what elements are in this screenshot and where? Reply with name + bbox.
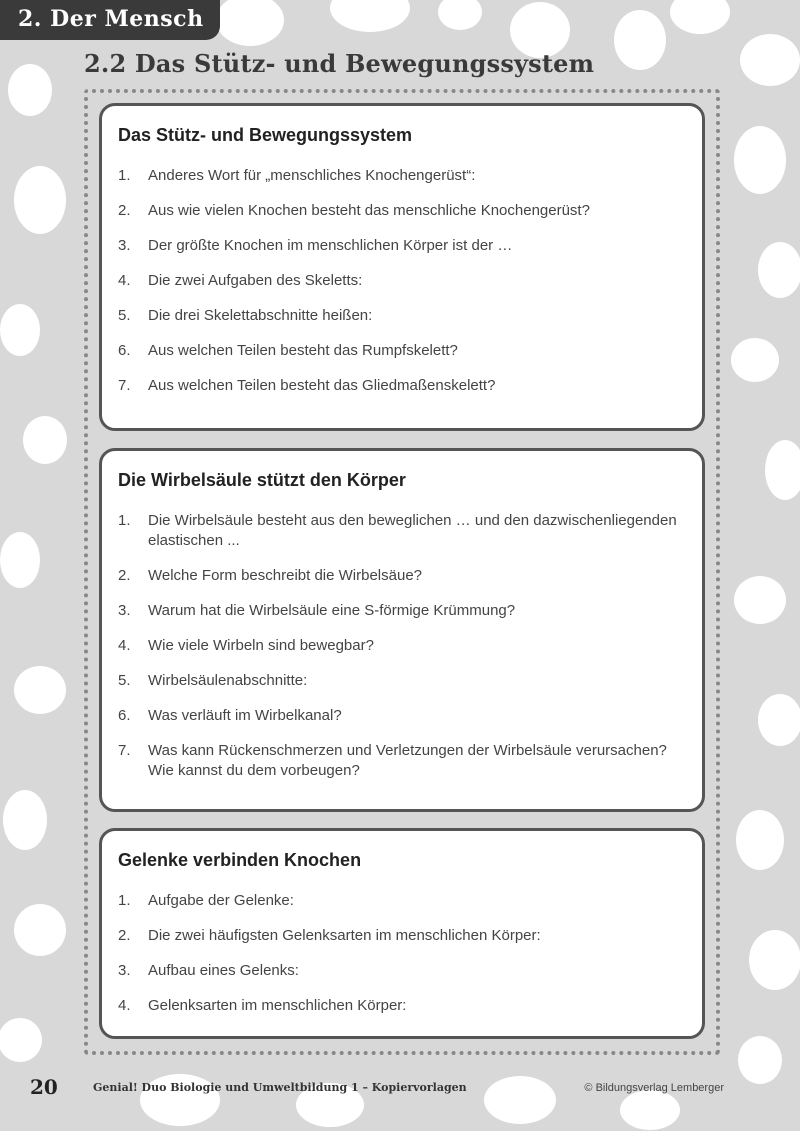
question-list: [118, 166, 692, 396]
item-text: Aus wie vielen Knochen besteht das menschliche Knochengerüst?: [148, 202, 590, 219]
item-number: 6.: [118, 342, 131, 359]
list-item: [118, 306, 692, 326]
card-wirbelsaeule: [99, 448, 705, 812]
series-title: Genial! Duo Biologie und Umweltbildung 1 – Kopiervorlagen: [93, 1081, 467, 1094]
item-number: 2.: [118, 202, 131, 219]
list-item: [118, 236, 692, 256]
question-list: [118, 511, 692, 781]
item-number: 3.: [118, 602, 131, 619]
question-list: [118, 891, 692, 1016]
section-title: 2.2 Das Stütz- und Bewegungssystem: [84, 49, 595, 78]
item-text: Welche Form beschreibt die Wirbelsäue?: [148, 567, 423, 584]
item-number: 4.: [118, 637, 131, 654]
page-number: 20: [30, 1075, 58, 1099]
item-text: Aus welchen Teilen besteht das Gliedmaßenskelett?: [148, 377, 496, 394]
list-item: [118, 636, 692, 656]
chapter-label: 2. Der Mensch: [18, 6, 204, 32]
chapter-tab: [0, 0, 220, 40]
item-number: 5.: [118, 307, 131, 324]
item-text: Anderes Wort für „menschliches Knochengerüst“:: [148, 167, 476, 184]
item-number: 4.: [118, 997, 131, 1014]
item-number: 5.: [118, 672, 131, 689]
item-text: Aus welchen Teilen besteht das Rumpfskelett?: [148, 342, 458, 359]
card-stuetz-bewegungssystem: [99, 103, 705, 431]
list-item: [118, 166, 692, 186]
list-item: [118, 376, 692, 396]
item-number: 7.: [118, 742, 131, 759]
publisher-credit: © Bildungsverlag Lemberger: [584, 1082, 724, 1094]
item-text: Was kann Rückenschmerzen und Verletzungen der Wirbelsäule verursachen? Wie kannst du dem vorbeugen?: [148, 742, 667, 779]
list-item: [118, 201, 692, 221]
card-title: Das Stütz- und Bewegungssystem: [118, 125, 413, 145]
list-item: [118, 926, 692, 946]
list-item: [118, 996, 692, 1016]
item-text: Die zwei Aufgaben des Skeletts:: [148, 272, 363, 289]
list-item: [118, 511, 692, 551]
item-number: 2.: [118, 567, 131, 584]
item-text: Was verläuft im Wirbelkanal?: [148, 707, 342, 724]
item-text: Warum hat die Wirbelsäule eine S-förmige Krümmung?: [148, 602, 516, 619]
item-text: Die zwei häufigsten Gelenksarten im menschlichen Körper:: [148, 927, 541, 944]
list-item: [118, 891, 692, 911]
list-item: [118, 271, 692, 291]
item-number: 3.: [118, 237, 131, 254]
list-item: [118, 601, 692, 621]
card-gelenke: [99, 828, 705, 1039]
item-number: 1.: [118, 892, 131, 909]
item-text: Wie viele Wirbeln sind bewegbar?: [148, 637, 374, 654]
item-text: Gelenksarten im menschlichen Körper:: [148, 997, 407, 1014]
list-item: [118, 961, 692, 981]
item-text: Die drei Skelettabschnitte heißen:: [148, 307, 373, 324]
list-item: [118, 566, 692, 586]
item-number: 2.: [118, 927, 131, 944]
item-text: Aufgabe der Gelenke:: [148, 892, 294, 909]
item-text: Der größte Knochen im menschlichen Körper ist der …: [148, 237, 513, 254]
list-item: [118, 741, 692, 781]
item-number: 1.: [118, 167, 131, 184]
item-number: 4.: [118, 272, 131, 289]
card-title: Gelenke verbinden Knochen: [118, 850, 362, 870]
item-text: Die Wirbelsäule besteht aus den beweglichen … und den dazwischenliegenden elastischen ...: [148, 512, 677, 549]
list-item: [118, 341, 692, 361]
item-text: Aufbau eines Gelenks:: [148, 962, 299, 979]
list-item: [118, 671, 692, 691]
list-item: [118, 706, 692, 726]
item-number: 1.: [118, 512, 131, 529]
item-text: Wirbelsäulenabschnitte:: [148, 672, 308, 689]
card-title: Die Wirbelsäule stützt den Körper: [118, 470, 406, 490]
item-number: 7.: [118, 377, 131, 394]
item-number: 6.: [118, 707, 131, 724]
item-number: 3.: [118, 962, 131, 979]
